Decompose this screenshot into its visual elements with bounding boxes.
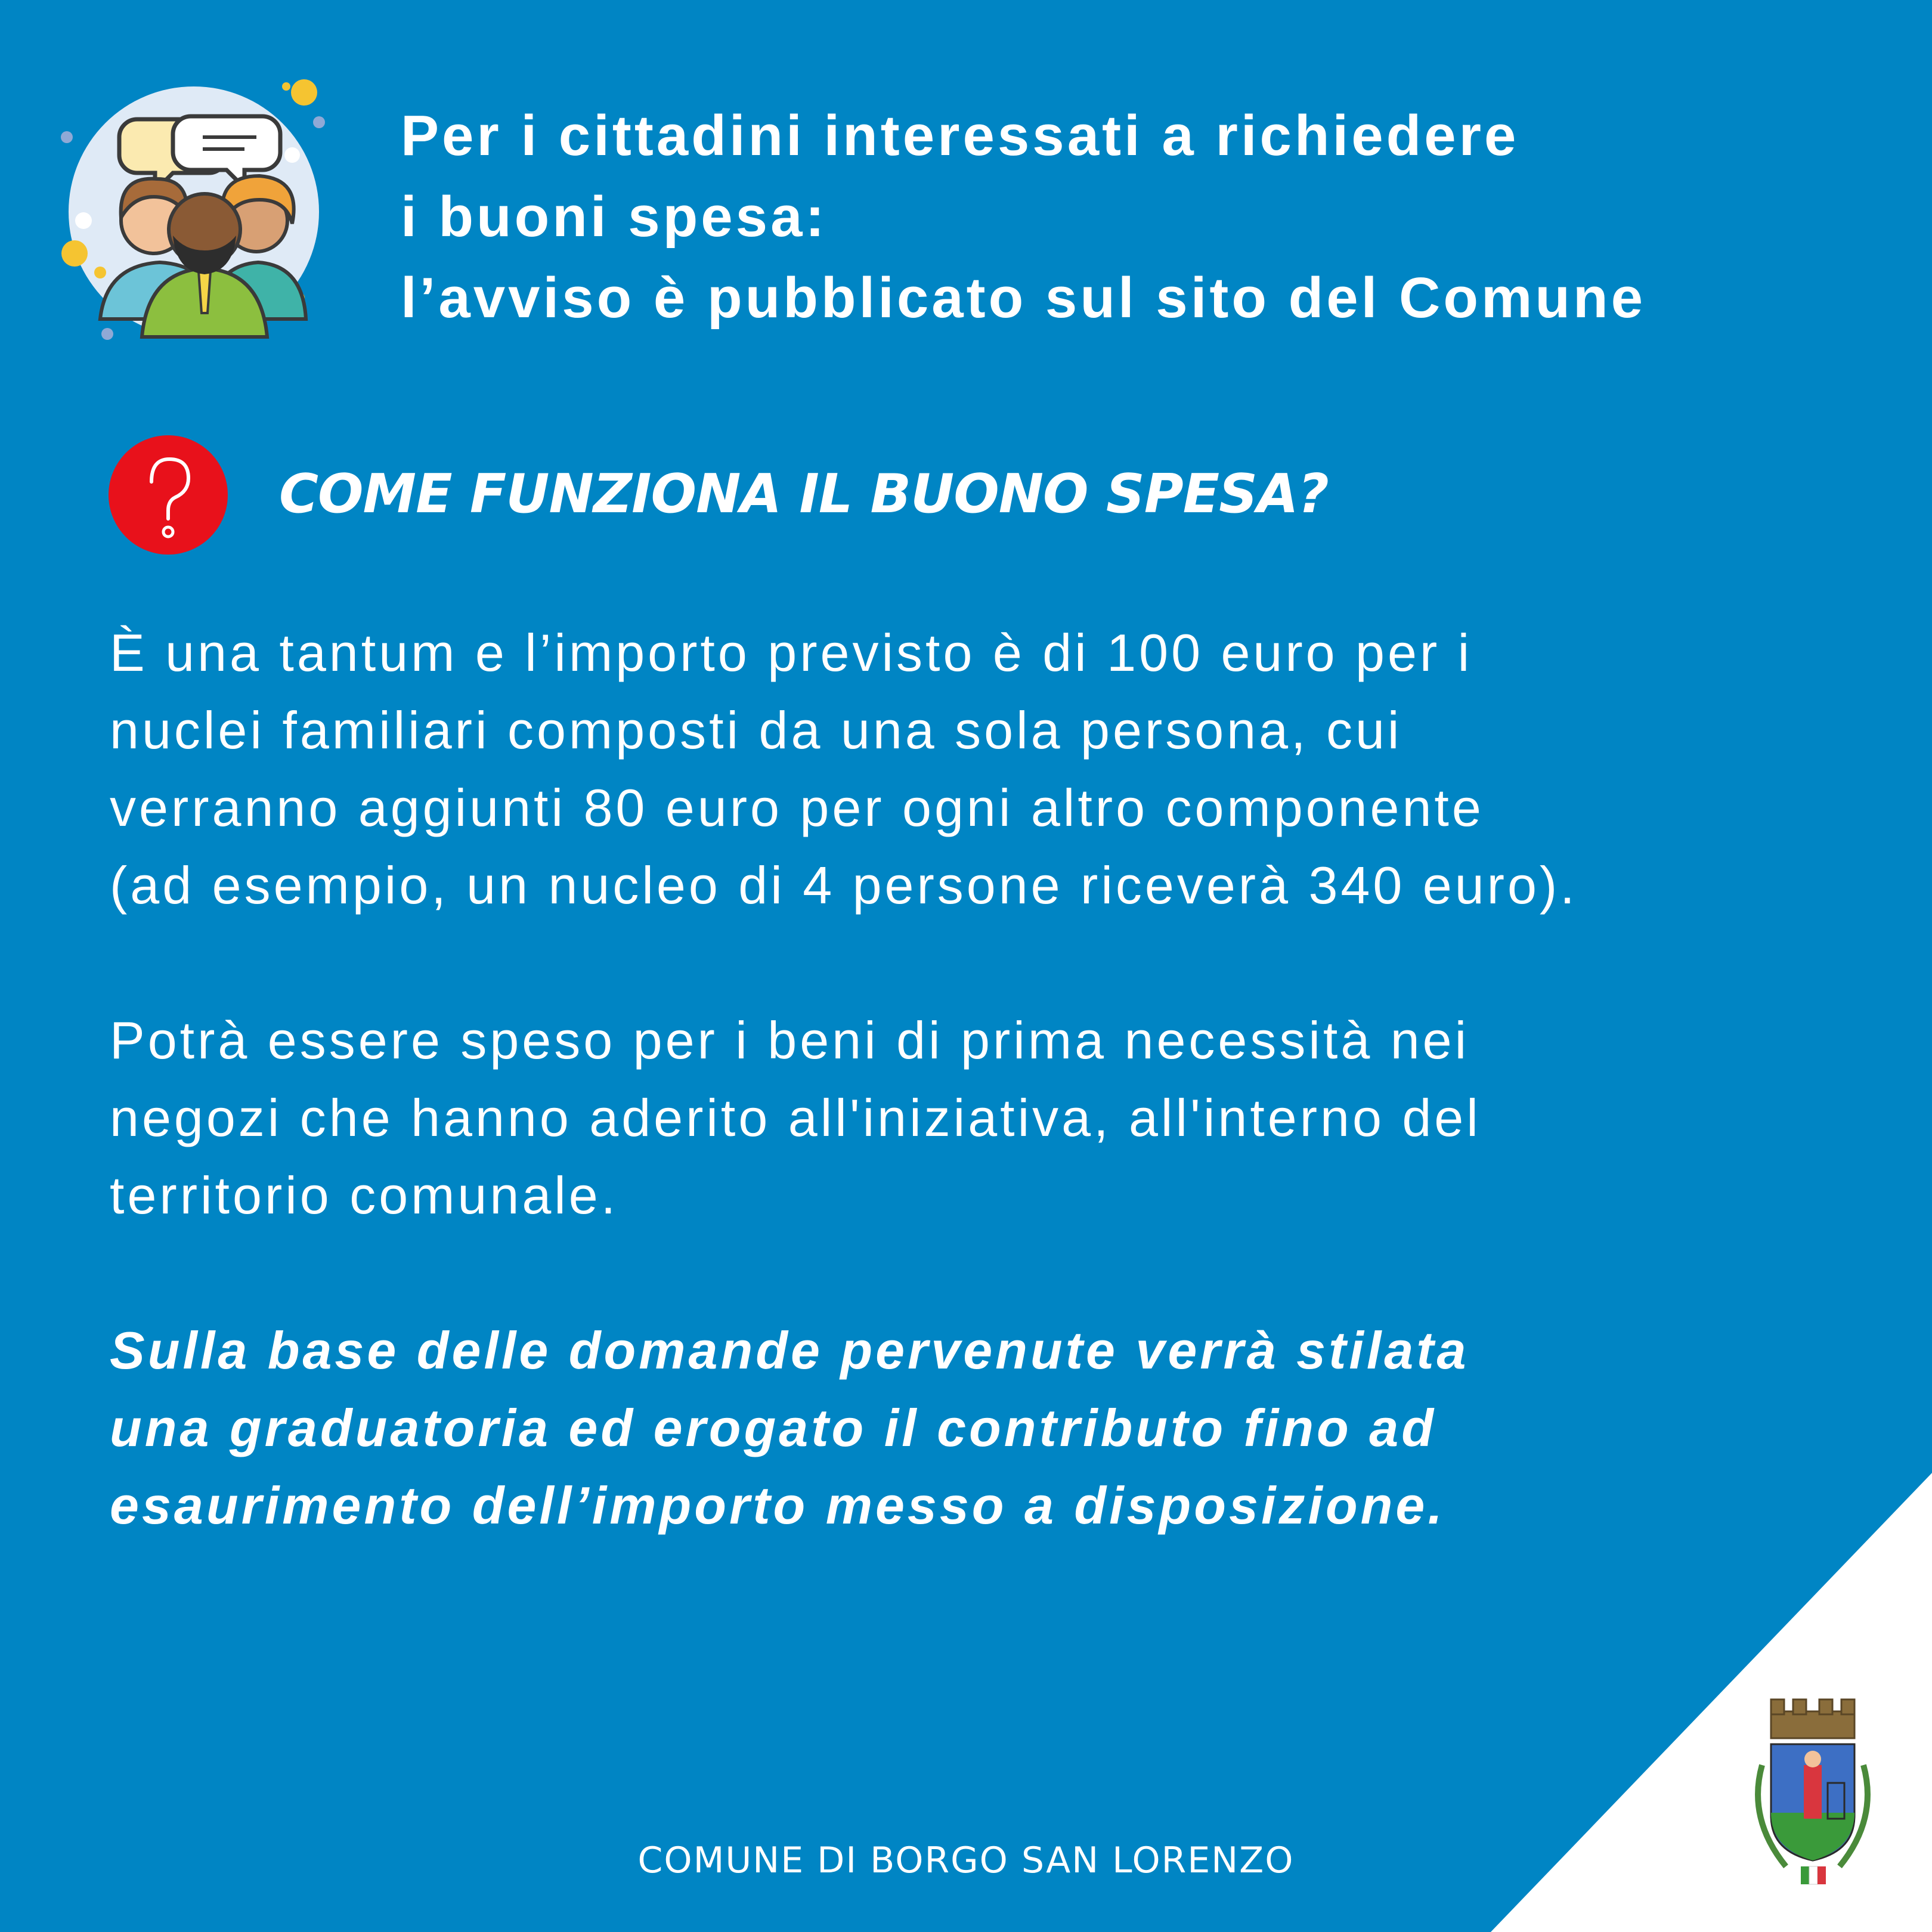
text-line: nuclei familiari composti da una sola persona, cui bbox=[110, 701, 1402, 760]
text-line: (ad esempio, un nucleo di 4 persone riceverà 340 euro). bbox=[110, 856, 1578, 915]
section-title: COME FUNZIONA IL BUONO SPESA? bbox=[279, 463, 1329, 525]
text-line: Potrà essere speso per i beni di prima necessità nei bbox=[110, 1011, 1470, 1070]
text-line: una graduatoria ed erogato il contributo fino ad bbox=[110, 1398, 1436, 1457]
text-line: territorio comunale. bbox=[110, 1166, 619, 1225]
page-title bbox=[401, 95, 1646, 339]
coat-of-arms-icon bbox=[1744, 1693, 1881, 1890]
text-line: Sulla base delle domande pervenute verrà stilata bbox=[110, 1321, 1469, 1380]
text-line: negozi che hanno aderito all'iniziativa, all'interno del bbox=[110, 1088, 1481, 1147]
paragraph-usage bbox=[110, 1002, 1875, 1234]
text-line: esaurimento dell’importo messo a disposizione. bbox=[110, 1476, 1445, 1535]
question-mark-icon bbox=[109, 435, 228, 555]
paragraph-amount bbox=[110, 614, 1875, 924]
paragraph-ranking bbox=[110, 1312, 1875, 1544]
title-line: i buoni spesa: bbox=[401, 185, 828, 249]
title-line: Per i cittadini interessati a richiedere bbox=[401, 104, 1519, 168]
text-line: verranno aggiunti 80 euro per ogni altro componente bbox=[110, 778, 1484, 837]
text-line: È una tantum e l’importo previsto è di 100 euro per i bbox=[110, 623, 1473, 682]
people-chat-icon bbox=[54, 75, 334, 355]
footer-municipality: COMUNE DI BORGO SAN LORENZO bbox=[637, 1840, 1295, 1881]
title-line: l’avviso è pubblicato sul sito del Comune bbox=[401, 266, 1646, 330]
